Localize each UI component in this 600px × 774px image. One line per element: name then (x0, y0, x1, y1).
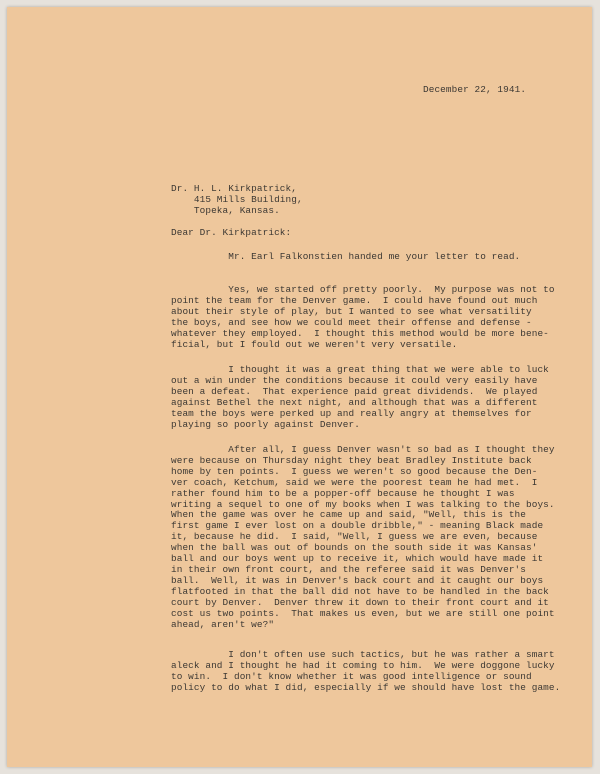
letter-paragraph: Yes, we started off pretty poorly. My purpose was not to point the team for the Denver game. I could have found out much about their style of play, but I wanted to see what versatility the boys, and see how we could meet their offense and defense - whatever they employed. I thought this method would be more bene- ficial, but I fould out we weren't very versatile. (171, 284, 555, 350)
letter-paragraph: Mr. Earl Falkonstien handed me your letter to read. (171, 251, 521, 262)
letter-paragraph: After all, I guess Denver wasn't so bad as I thought they were because on Thursday night they beat Bradley Institute back home by ten points. I guess we weren't so good because the Den- ver coach, Ketchum, said we were the poorest team he had met. I rather found him to be a popper-off because he thought I was writing a sequel to one of my books when I was talking to the boys. When the game was over he came up and said, "Well, this is the first game I ever lost on a double dribble," - meaning Black made it, because he did. I said, "Well, I guess we are even, because when the ball was out of bounds on the south side it was Kansas' ball and our boys went up to receive it, which would have made it in their own front court, and the referee said it was Denver's ball. Well, it was in Denver's back court and it caught our boys flatfooted in that the ball did not have to be handled in the back court by Denver. Denver threw it down to their front court and it cost us two points. That makes us even, but we are still one point ahead, aren't we?" (171, 444, 555, 630)
address-line: Topeka, Kansas. (171, 204, 280, 216)
recipient-address (171, 184, 303, 217)
address-line: 415 Mills Building, (171, 193, 303, 205)
letter-page (7, 7, 592, 767)
address-line: Dr. H. L. Kirkpatrick, (171, 183, 297, 194)
letter-paragraph: I thought it was a great thing that we were able to luck out a win under the conditions because it could very easily have been a defeat. That experience paid great dividends. We played against Bethel the next night, and although that was a different team the boys were perked up and really angry at themselves for playing so poorly against Denver. (171, 364, 549, 430)
letter-date: December 22, 1941. (423, 84, 527, 95)
salutation: Dear Dr. Kirkpatrick: (171, 227, 292, 238)
letter-paragraph: I don't often use such tactics, but he was rather a smart aleck and I thought he had it coming to him. We were doggone lucky to win. I don't know whether it was good intelligence or sound policy to do what I did, especially if we should have lost the game. (171, 649, 561, 693)
